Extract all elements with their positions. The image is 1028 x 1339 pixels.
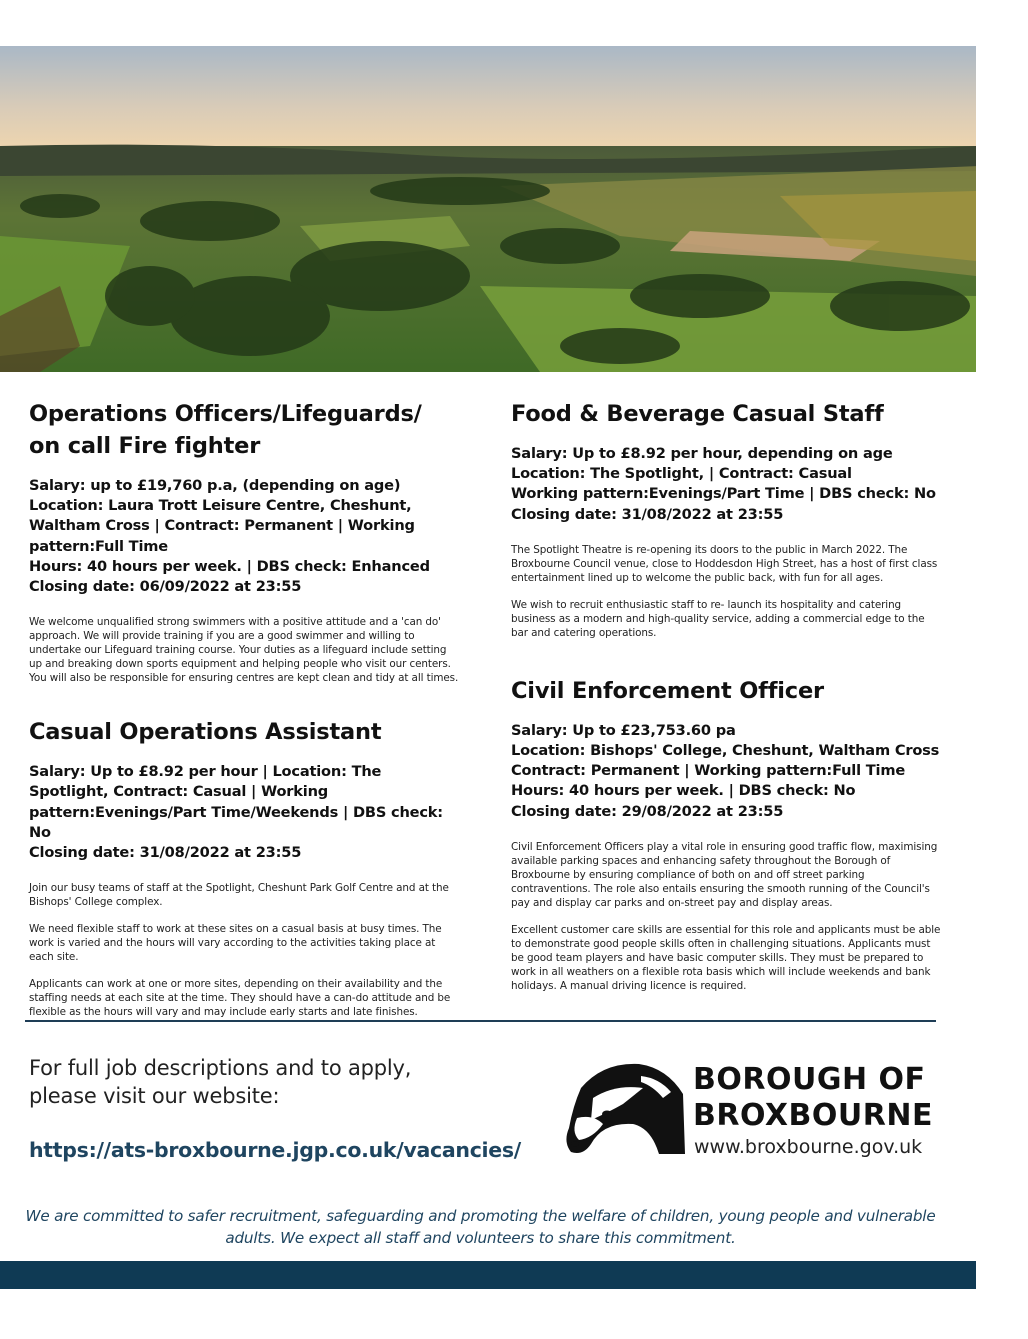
- job-contract: Contract: Permanent | Working pattern:Full Time: [511, 762, 906, 780]
- job-title: Casual Operations Assistant: [29, 719, 382, 746]
- job-civil-enforcement: [511, 675, 941, 993]
- job-salary: Salary: Up to £23,753.60 pa: [511, 721, 736, 739]
- apply-line: please visit our website:: [29, 1084, 280, 1108]
- job-details: [29, 762, 459, 863]
- borough-name-line: BROXBOURNE: [693, 1098, 933, 1133]
- job-working-pattern: Working pattern:Evenings/Part Time | DBS check: No: [511, 485, 936, 503]
- job-hours: Hours: 40 hours per week. | DBS check: Enhanced: [29, 557, 430, 575]
- hero-photo: [0, 46, 976, 372]
- job-salary: Salary: up to £19,760 p.a, (depending on age): [29, 477, 401, 494]
- badger-icon: [563, 1058, 687, 1160]
- job-hours: Hours: 40 hours per week. | DBS check: No: [511, 782, 856, 800]
- job-details: [511, 444, 941, 525]
- footer-bar: [0, 1261, 976, 1289]
- job-title: Operations Officers/Lifeguards/ on call Fire fighter: [29, 401, 422, 459]
- job-description: We welcome unqualified strong swimmers with a positive attitude and a 'can do' approach. We will provide training if you are a good swimmer and willing to undertake our Lifeguard training course. Your duties as a lifeguard include setting up and breaking down sports equipment and helping people who visit our centers. You will also be responsible for ensuring centres are kept clean and tidy at all times.: [29, 616, 459, 685]
- job-location: Location: Bishops' College, Cheshunt, Waltham Cross: [511, 742, 940, 760]
- safeguarding-statement: We are committed to safer recruitment, safeguarding and promoting the welfare of children, young people and vulnerable adults. We expect all staff and volunteers to share this commitment.: [25, 1207, 936, 1247]
- vacancies-link[interactable]: https://ats-broxbourne.jgp.co.uk/vacancies/: [29, 1138, 521, 1162]
- job-salary: Salary: Up to £8.92 per hour, depending on age: [511, 445, 893, 462]
- job-salary-location: Salary: Up to £8.92 per hour | Location: The Spotlight, Contract: Casual | Working pattern:Evenings/Part Time/Weekends | DBS check: No: [29, 763, 443, 841]
- job-description: Excellent customer care skills are essential for this role and applicants must be able to demonstrate good people skills often in challenging situations. Applicants must be good team players and have basic computer skills. They must be prepared to work in all weathers on a flexible rota basis which will include weekends and bank holidays. A manual driving licence is required.: [511, 923, 941, 992]
- job-details: [511, 721, 941, 822]
- job-description: We need flexible staff to work at these sites on a casual basis at busy times. The work is varied and the hours will vary according to the activities taking place at each site.: [29, 923, 442, 964]
- job-title: Civil Enforcement Officer: [511, 677, 824, 704]
- job-closing-date: Closing date: 31/08/2022 at 23:55: [29, 844, 302, 862]
- job-location: Location: Laura Trott Leisure Centre, Cheshunt, Waltham Cross | Contract: Permanent | Working pattern:Full Time: [29, 497, 415, 555]
- job-description: We wish to recruit enthusiastic staff to re- launch its hospitality and catering business as a modern and high-quality service, adding a commercial edge to the bar and catering operations.: [511, 598, 925, 639]
- borough-name-line: BOROUGH OF: [693, 1062, 926, 1097]
- job-description: The Spotlight Theatre is re-opening its doors to the public in March 2022. The Broxbourne Council venue, close to Hoddesdon High Street, has a host of first class entertainment lined up to welcome the public back, with fun for all ages.: [511, 543, 938, 584]
- job-casual-operations-assistant: [29, 716, 459, 1019]
- right-column: [511, 398, 941, 1006]
- job-location: Location: The Spotlight, | Contract: Casual: [511, 465, 852, 483]
- job-description: Join our busy teams of staff at the Spotlight, Cheshunt Park Golf Centre and at the Bishops' College complex.: [29, 882, 449, 909]
- apply-instructions: [29, 1054, 499, 1110]
- job-title: Food & Beverage Casual Staff: [511, 401, 884, 427]
- job-operations-officers: [29, 398, 459, 685]
- borough-name: [693, 1062, 933, 1134]
- left-column: [29, 398, 459, 1032]
- job-closing-date: Closing date: 31/08/2022 at 23:55: [511, 505, 784, 523]
- job-description: Applicants can work at one or more sites, depending on their availability and the staffing needs at each site at the time. They should have a can-do attitude and be flexible as the hours will vary and may include early starts and late finishes.: [29, 978, 451, 1019]
- job-closing-date: Closing date: 29/08/2022 at 23:55: [511, 802, 784, 820]
- borough-website: www.broxbourne.gov.uk: [694, 1136, 923, 1158]
- job-details: [29, 476, 459, 597]
- job-food-beverage: [511, 398, 941, 640]
- apply-line: For full job descriptions and to apply,: [29, 1056, 412, 1080]
- job-closing-date: Closing date: 06/09/2022 at 23:55: [29, 578, 302, 596]
- job-description: Civil Enforcement Officers play a vital role in ensuring good traffic flow, maximising available parking spaces and enhancing safety throughout the Borough of Broxbourne by ensuring compliance of both on and off street parking contraventions. The role also entails ensuring the smooth running of the Council's pay and display car parks and on-street pay and display areas.: [511, 840, 938, 909]
- aerial-countryside-image: [0, 46, 976, 372]
- section-divider: [25, 1020, 936, 1022]
- borough-logo: [563, 1058, 943, 1168]
